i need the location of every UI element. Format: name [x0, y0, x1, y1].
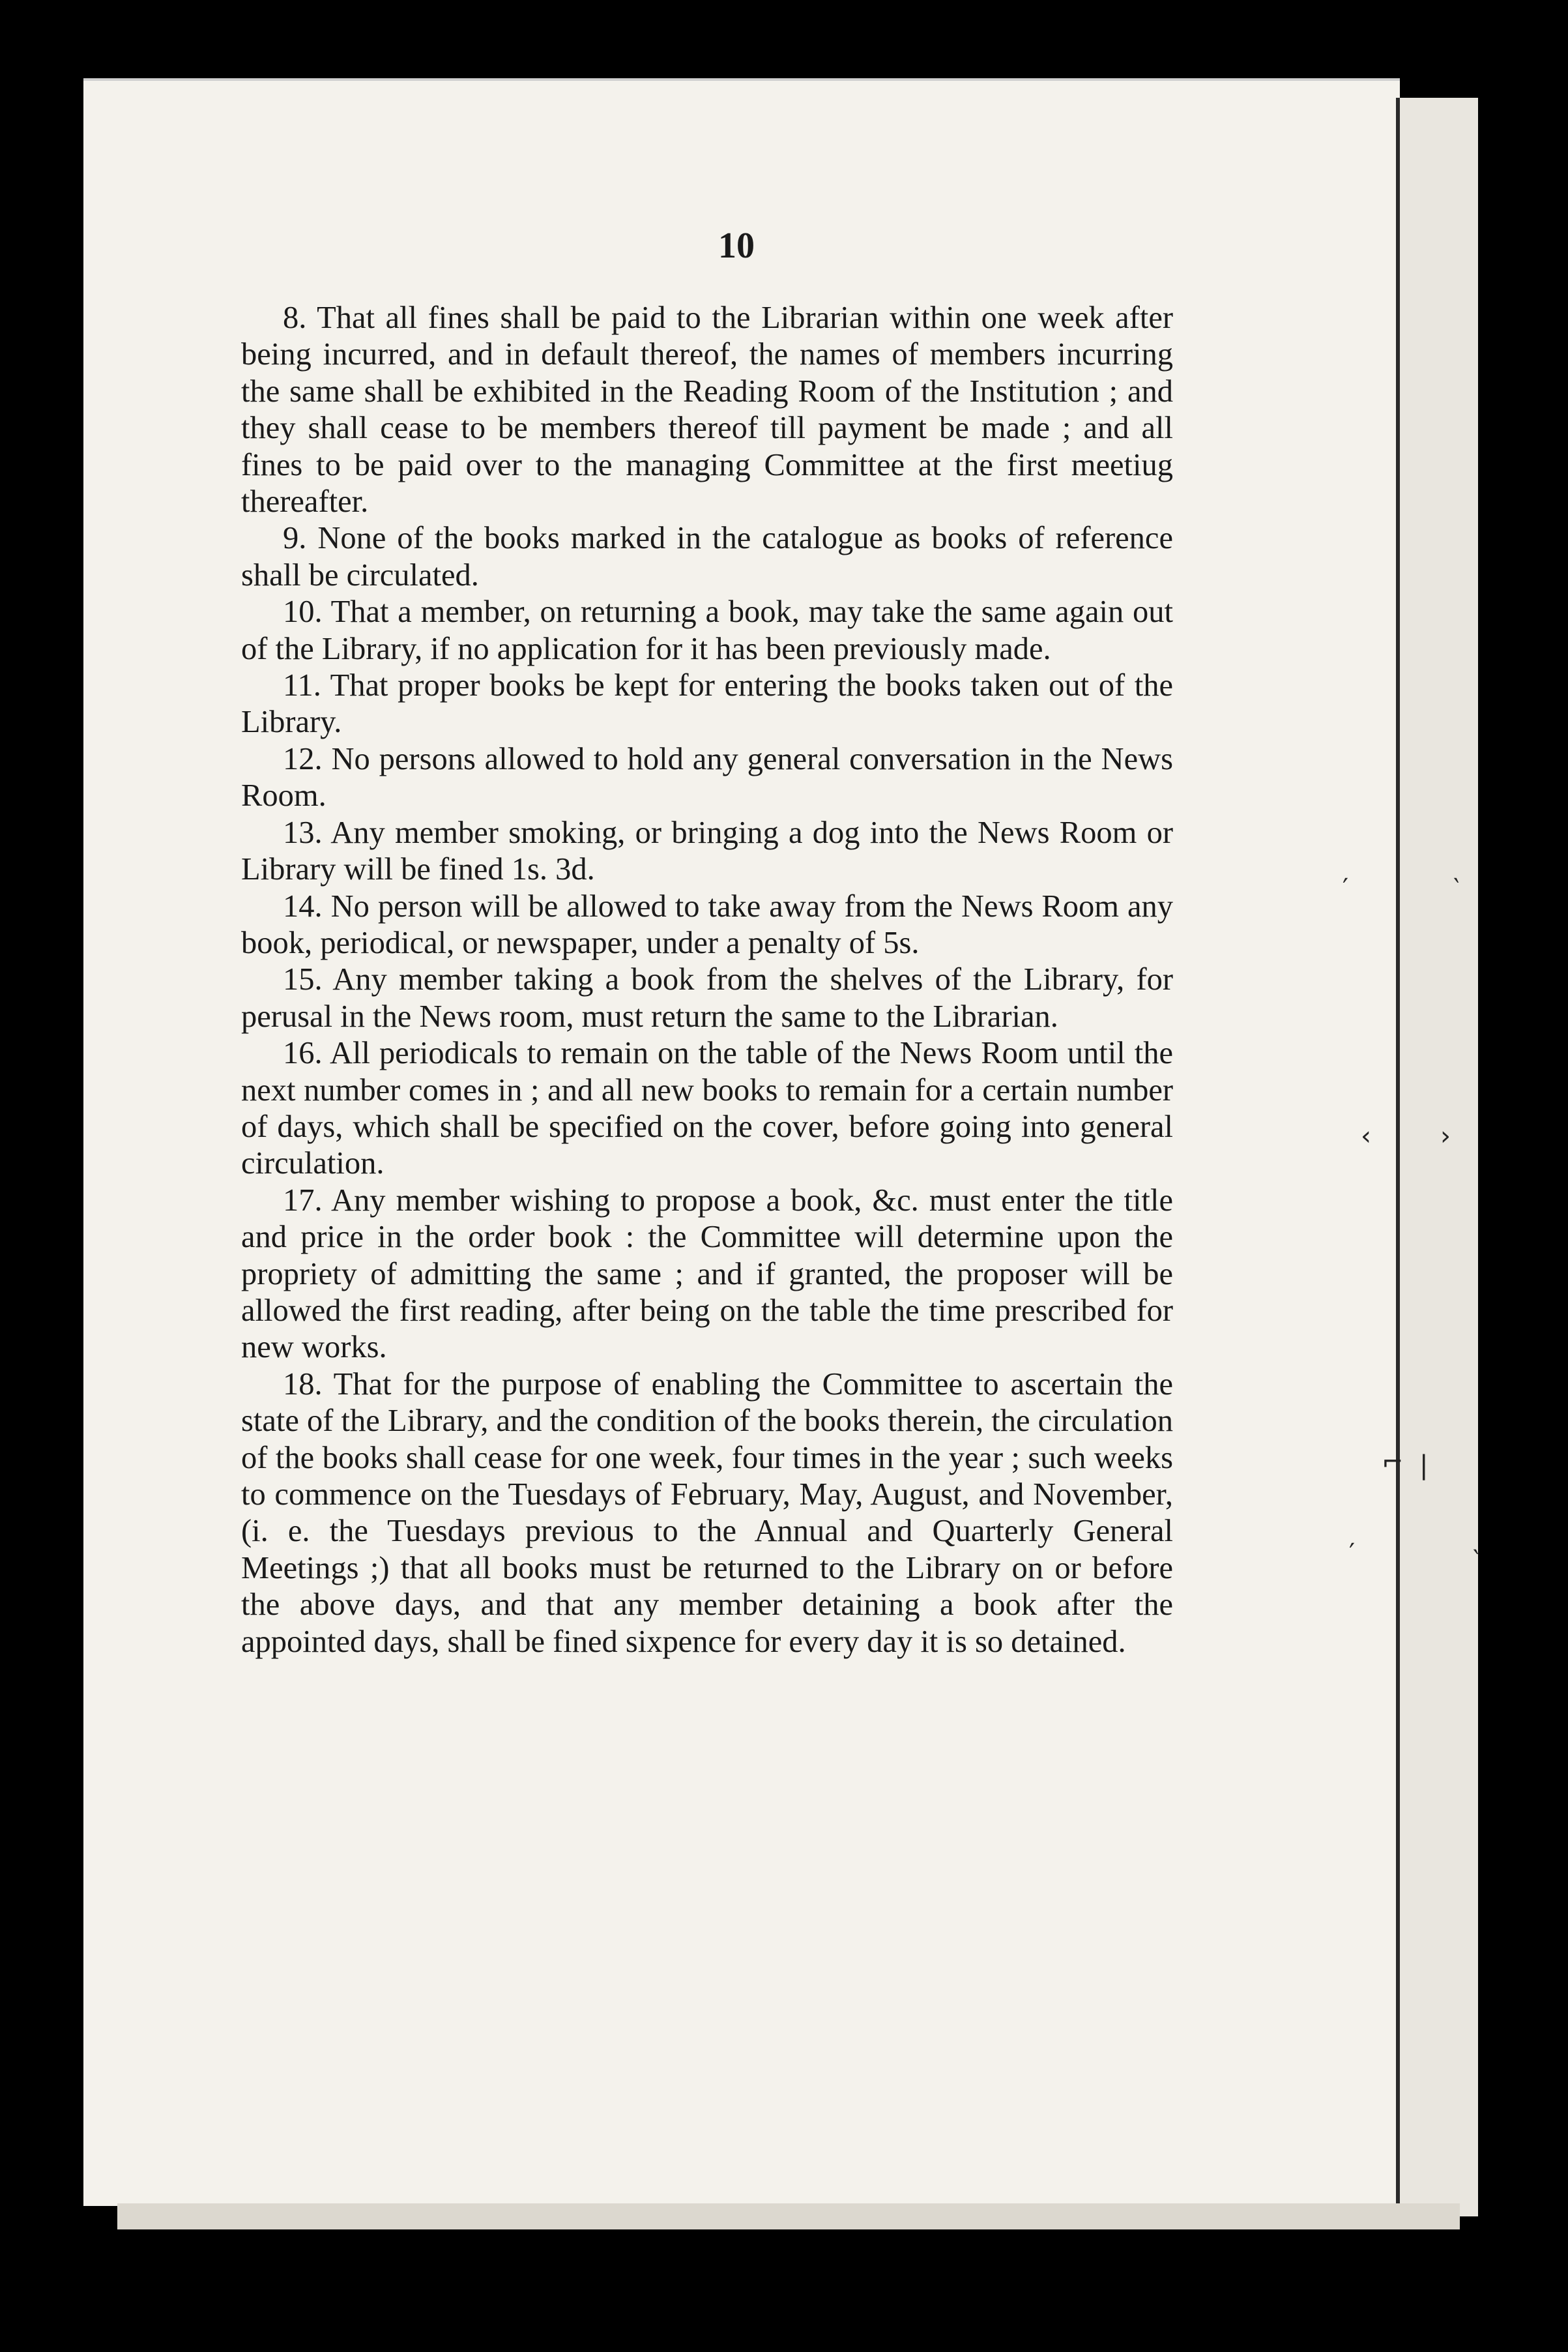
rule-text: All periodicals to remain on the table of the News Room until the next number comes in ; and all new books to remain for a certain number of days, which shall be specified on the cover, before going into general circulation. — [241, 1036, 1173, 1181]
rule-item — [241, 1183, 1173, 1366]
rule-number: 18. — [283, 1366, 323, 1402]
rule-item — [241, 1366, 1173, 1660]
rule-number: 13. — [283, 815, 323, 850]
rule-number: 8. — [283, 301, 307, 335]
rule-item — [241, 520, 1173, 594]
rule-number: 10. — [283, 595, 323, 630]
rules-list — [241, 300, 1173, 1660]
rule-text: That all fines shall be paid to the Librarian within one week after being incurred, and in default thereof, the names of members incurring the same shall be exhibited in the Reading Room of the Institution ; and they shall cease to be members thereof till payment be made ; and all fines to be paid over to the managing Committee at the first meetiug thereafter. — [241, 301, 1173, 520]
rule-item — [241, 741, 1173, 815]
rule-item — [241, 668, 1173, 741]
rule-number: 14. — [283, 889, 323, 924]
page-fold-line — [1396, 98, 1400, 2210]
rule-number: 11. — [283, 668, 321, 703]
page-number: 10 — [718, 226, 755, 266]
page-bottom-edge — [117, 2203, 1460, 2229]
margin-mark: ⌐ — [1382, 1447, 1404, 1477]
rule-item — [241, 300, 1173, 520]
rule-text: That for the purpose of enabling the Committee to ascertain the state of the Library, and the condition of the books therein, the circulation of the books shall cease for one week, four times in the year ; such weeks to commence on the Tuesdays of February, May, August, and November, (i. e. the Tuesdays previous to the Annual and Quarterly General Meetings ;) that all books must be returned to the Library on or before the above days, and that any member detaining a book after the appointed days, shall be fined sixpence for every day it is so detained. — [241, 1366, 1173, 1659]
rule-number: 9. — [283, 521, 307, 556]
rule-text: No person will be allowed to take away from the News Room any book, periodical, or newspaper, under a penalty of 5s. — [241, 889, 1174, 960]
rule-text: That a member, on returning a book, may take the same again out of the Library, if no application for it has been previously made. — [241, 595, 1174, 666]
margin-mark: ′ — [1343, 874, 1349, 904]
rule-text: None of the books marked in the catalogue as books of reference shall be circulated. — [241, 521, 1173, 593]
margin-mark: ‵ — [1473, 1545, 1479, 1575]
rule-item — [241, 889, 1173, 962]
rule-item — [241, 962, 1173, 1035]
page-right-edge — [1400, 98, 1478, 2216]
rule-text: Any member smoking, or bringing a dog into the News Room or Library will be fined 1s. 3d. — [241, 815, 1173, 887]
rule-item — [241, 594, 1173, 668]
rule-text: Any member wishing to propose a book, &c. must enter the title and price in the order book : the Committee will determine upon the propriety of admitting the same ; and if granted, the proposer will be allowed the first reading, after being on the table the time prescribed for new works. — [241, 1183, 1173, 1365]
rule-item — [241, 1035, 1173, 1183]
rule-text: No persons allowed to hold any general conversation in the News Room. — [241, 741, 1174, 814]
rule-number: 17. — [283, 1183, 323, 1218]
rule-text: Any member taking a book from the shelves of the Library, for perusal in the News room, must return the same to the Librarian. — [241, 962, 1173, 1034]
rule-text: That proper books be kept for entering the books taken out of the Library. — [241, 668, 1173, 740]
rule-item — [241, 815, 1173, 889]
rule-number: 12. — [283, 741, 323, 776]
margin-mark: ‹ — [1361, 1121, 1371, 1151]
rule-number: 15. — [283, 962, 323, 997]
margin-mark: | — [1419, 1450, 1429, 1480]
margin-mark: › — [1440, 1121, 1451, 1151]
rule-number: 16. — [283, 1036, 323, 1071]
margin-mark: ′ — [1349, 1538, 1356, 1568]
margin-mark: ‵ — [1453, 874, 1460, 904]
